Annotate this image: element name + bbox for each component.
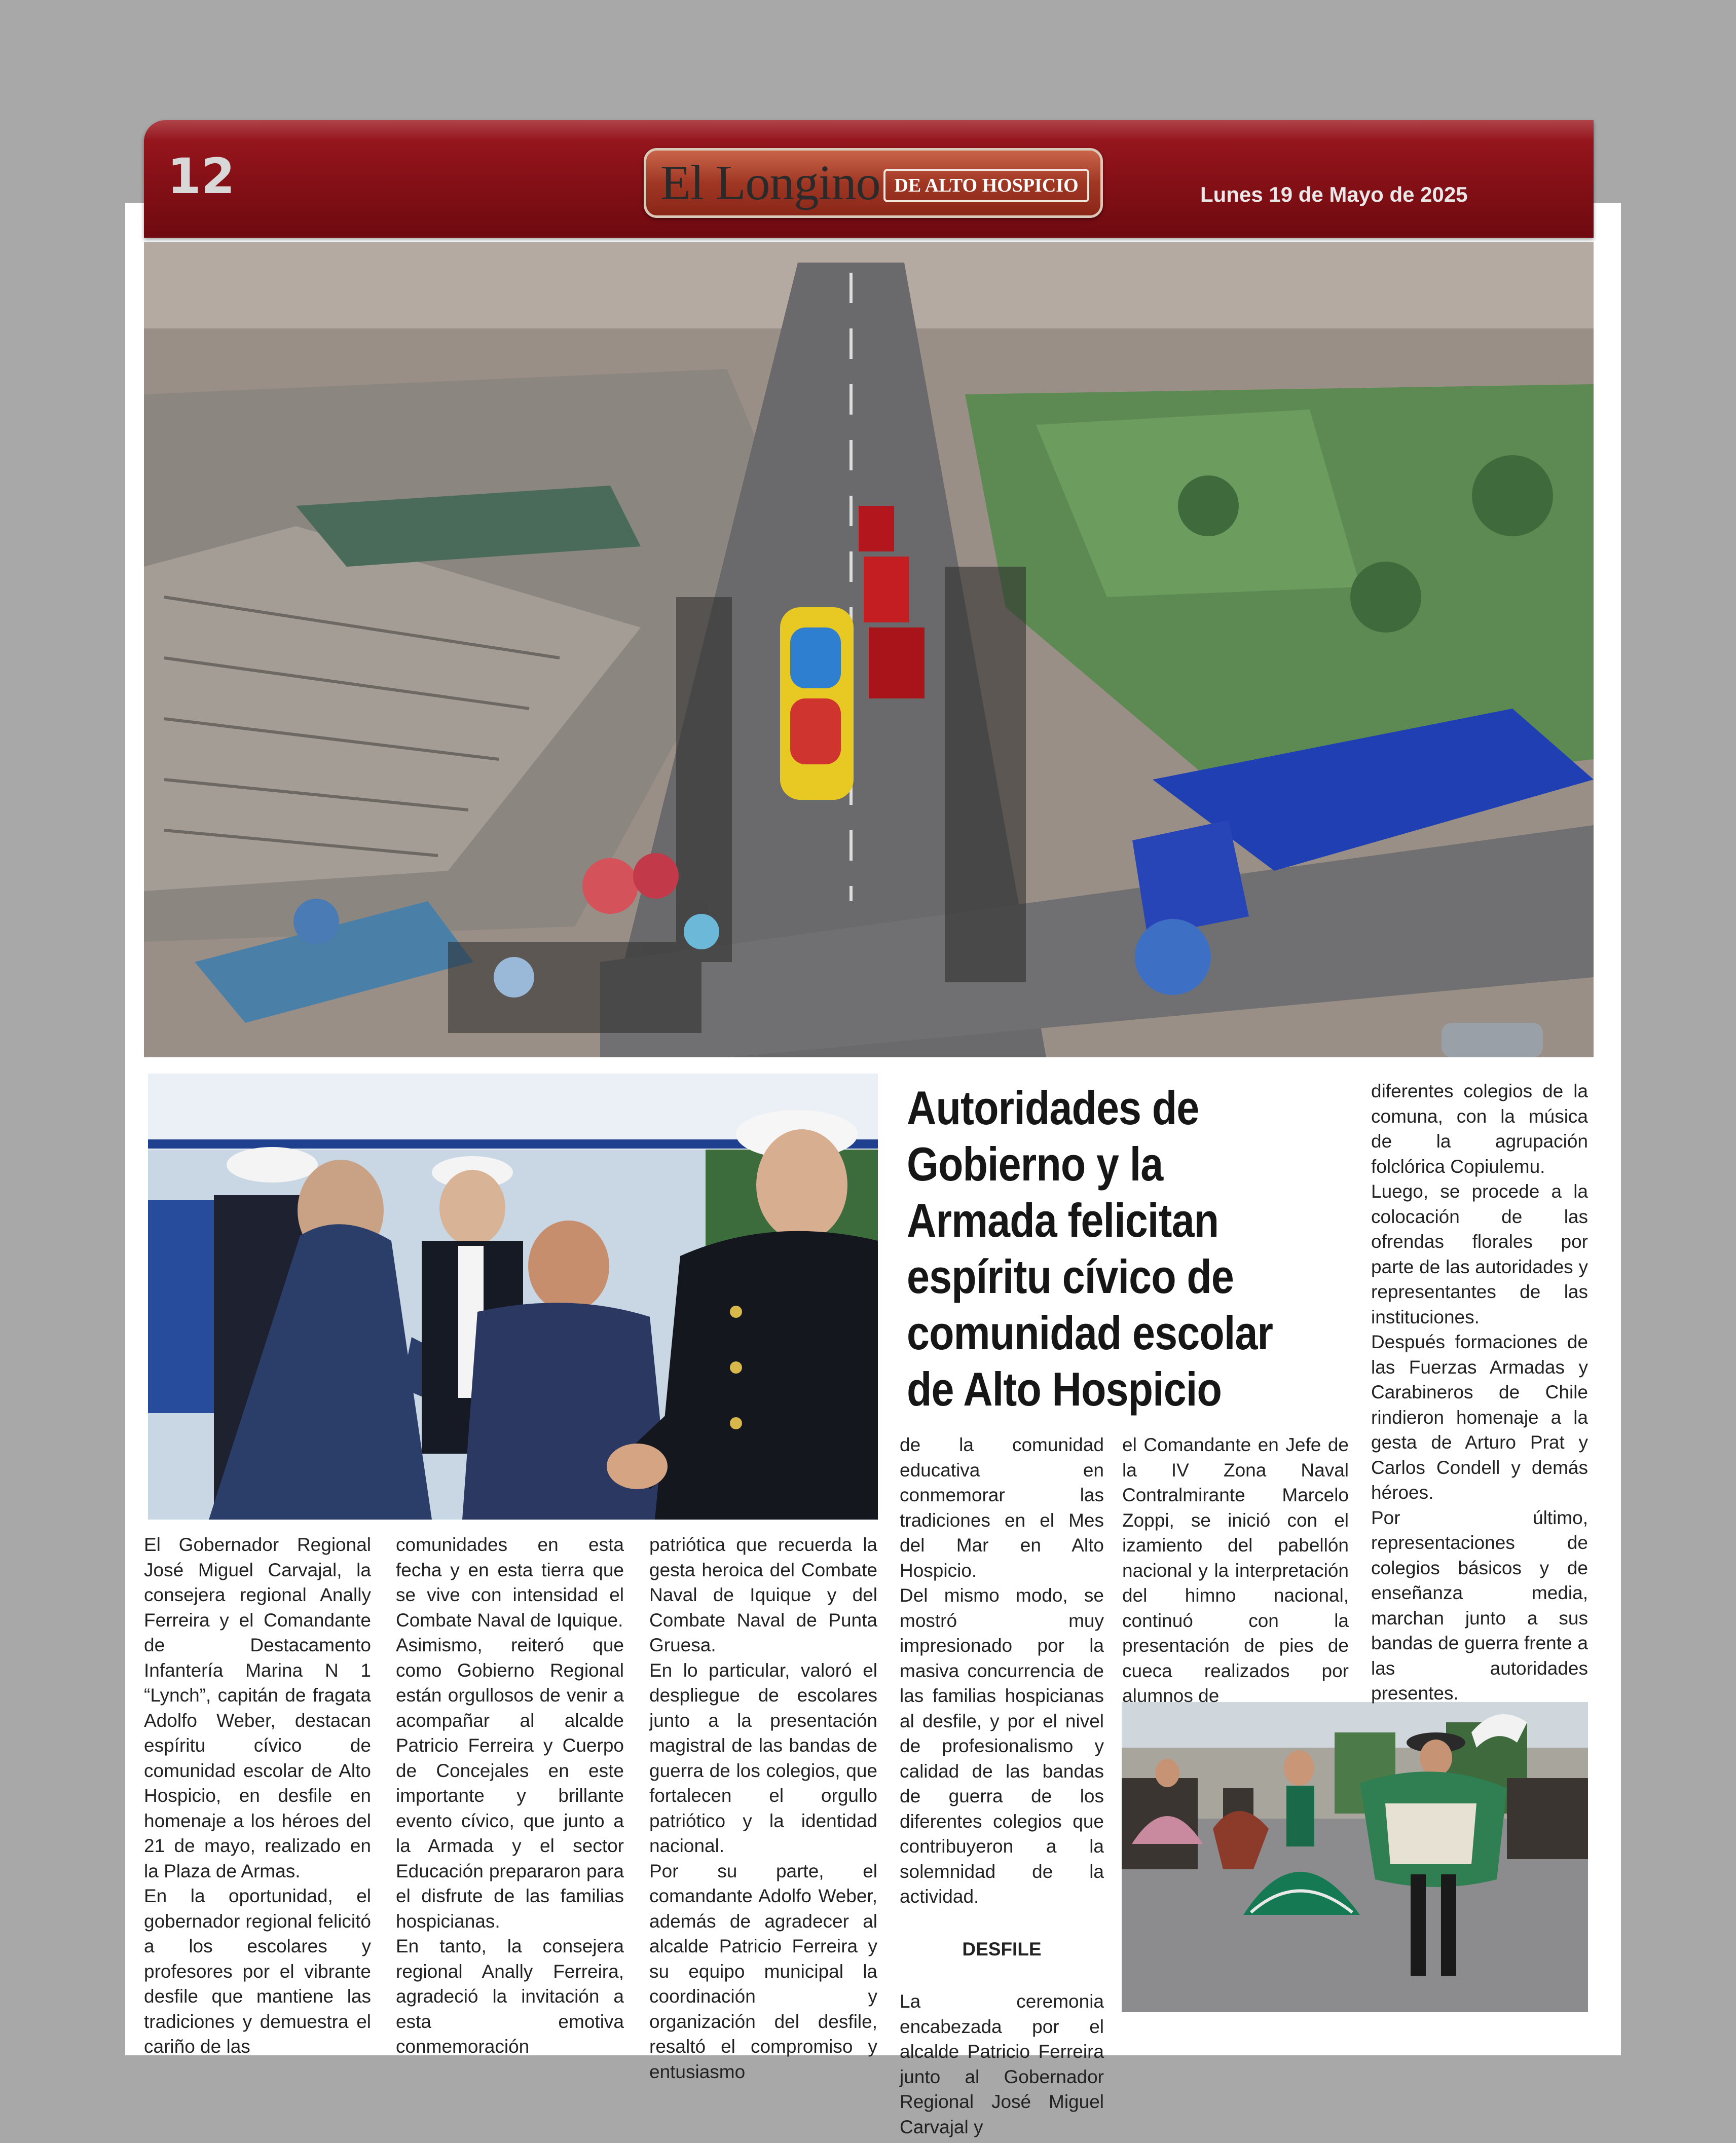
article-column-3 <box>649 1532 877 2084</box>
section-subheading: DESFILE <box>962 1938 1042 1960</box>
newspaper-name: El Longino <box>660 156 880 210</box>
issue-date: Lunes 19 de Mayo de 2025 <box>1200 182 1468 206</box>
newspaper-tag: DE ALTO HOSPICIO <box>883 169 1089 202</box>
paragraph: de la comunidad educativa en conmemorar las tradiciones en el Mes del Mar en Alto Hospicio. <box>900 1434 1104 1581</box>
paragraph: Asimismo, reiteró que como Gobierno Regional están orgullosos de venir a acompañar al alcalde Patricio Ferreira y Cuerpo de Concejales en este importante y brillante evento cívico, que junto a la Armada y el sector Educación prepararon para el disfrute de las familias hospicianas. <box>396 1635 624 1932</box>
paragraph: En la oportunidad, el gobernador regional felicitó a los escolares y profesores por el vibrante desfile que mantiene las tradiciones y demuestra el cariño de las <box>144 1886 371 2057</box>
article-column-6 <box>1371 1079 1588 1706</box>
paragraph: En tanto, la consejera regional Anally Ferreira, agradeció la invitación a esta emotiva conmemoración <box>396 1936 624 2057</box>
paragraph: comunidades en esta fecha y en esta tierra que se vive con intensidad el Combate Naval de Iquique. <box>396 1534 624 1631</box>
article-column-5 <box>1122 1432 1349 1709</box>
paragraph: patriótica que recuerda la gesta heroica del Combate Naval de Iquique y del Combate Naval de Punta Gruesa. <box>649 1534 877 1655</box>
masthead-logo <box>644 148 1103 218</box>
paragraph: En lo particular, valoró el despliegue de escolares junto a la presentación magistral de las bandas de guerra de los colegios, que fortalecen el orgullo patriótico y la identidad nacional. <box>649 1659 877 1856</box>
authorities-handshake-photo <box>148 1074 878 1520</box>
article-column-2 <box>396 1532 624 2059</box>
paragraph: Por su parte, el comandante Adolfo Weber, además de agradecer al alcalde Patricio Ferreira y su equipo municipal la coordinación y organización del desfile, resaltó el compromiso y entusiasmo <box>649 1860 877 2082</box>
paragraph: El Gobernador Regional José Miguel Carvajal, la consejera regional Anally Ferreira y el Comandante de Destacamento Infantería Marina N 1 “Lynch”, capitán de fragata Adolfo Weber, destacan espíritu cívico de comunidad escolar de Alto Hospicio, en desfile en homenaje a los héroes del 21 de mayo, realizado en la Plaza de Armas. <box>144 1534 371 1881</box>
article-column-4 <box>900 1432 1104 2139</box>
paragraph: diferentes colegios de la comuna, con la música de la agrupación folclórica Copiulemu. <box>1371 1081 1588 1177</box>
article-column-1 <box>144 1532 371 2059</box>
cueca-dancers-photo <box>1122 1702 1588 2012</box>
aerial-parade-photo <box>144 242 1594 1057</box>
page-number: 12 <box>167 148 235 205</box>
paragraph: Del mismo modo, se mostró muy impresionado por la masiva concurrencia de las familias hospicianas al desfile, y por el nivel de profesionalismo y calidad de las bandas de guerra de los diferentes colegios que contribuyeron a la solemnidad de la actividad. <box>900 1585 1104 1907</box>
article-headline: Autoridades de Gobierno y la Armada felicitan espíritu cívico de comunidad escolar de Alto Hospicio <box>907 1081 1273 1416</box>
paragraph: La ceremonia encabezada por el alcalde Patricio Ferreira junto al Gobernador Regional José Miguel Carvajal y <box>900 1991 1104 2137</box>
paragraph: Por último, representaciones de colegios básicos y de enseñanza media, marchan junto a sus bandas de guerra frente a las autoridades presentes. <box>1371 1507 1588 1704</box>
paragraph: el Comandante en Jefe de la IV Zona Naval Contralmirante Marcelo Zoppi, se inició con el izamiento del pabellón nacional y la interpretación del himno nacional, continuó con la presentación de pies de cueca realizados por alumnos de <box>1122 1434 1349 1706</box>
paragraph: Después formaciones de las Fuerzas Armadas y Carabineros de Chile rindieron homenaje a la gesta de Arturo Prat y Carlos Condell y demás héroes. <box>1371 1332 1588 1503</box>
paragraph: Luego, se procede a la colocación de las ofrendas florales por parte de las autoridades y representantes de las instituciones. <box>1371 1181 1588 1327</box>
